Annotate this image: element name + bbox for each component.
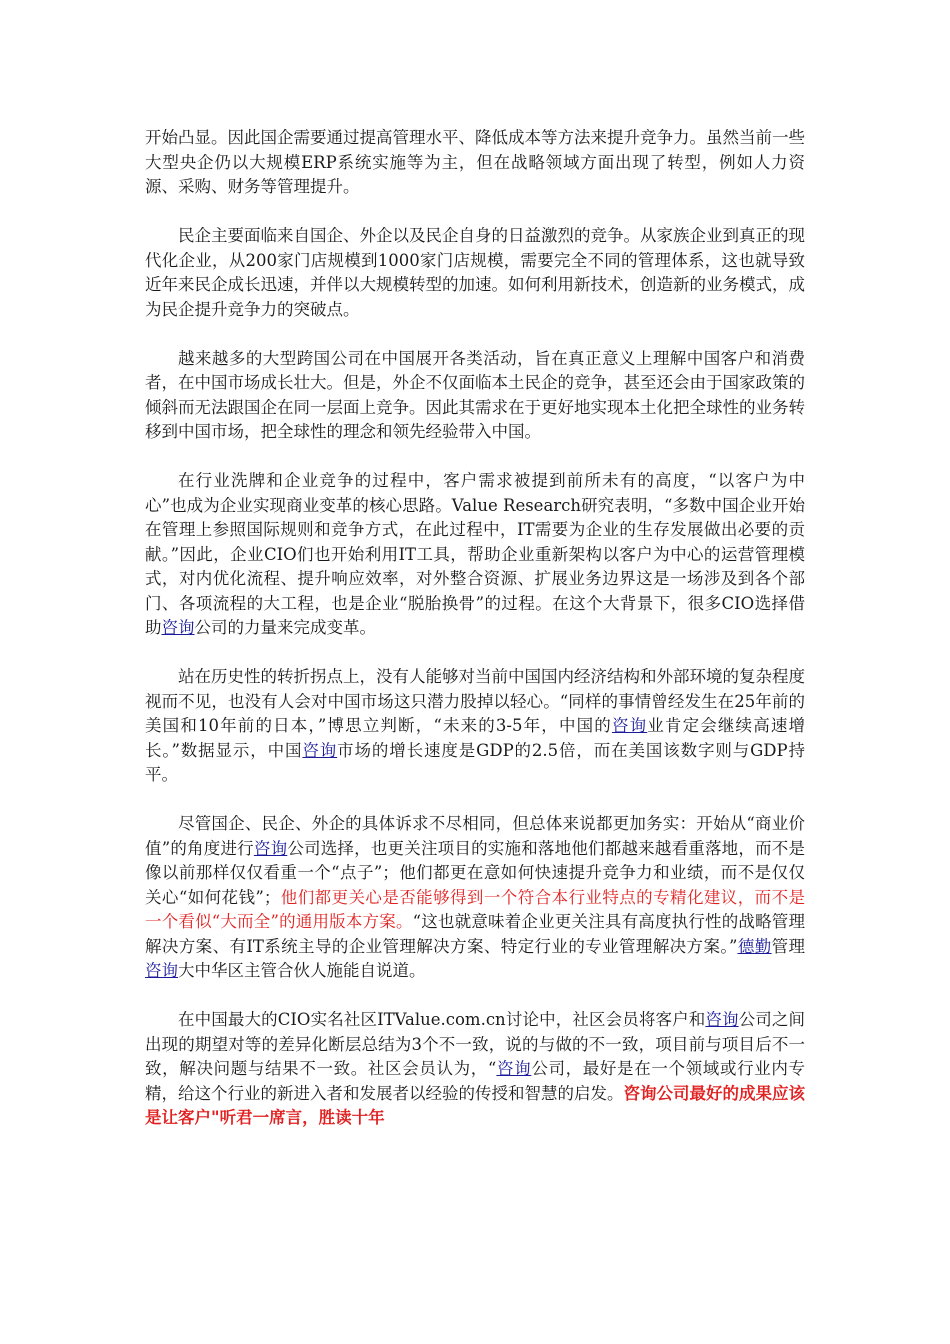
text-run: 公司之间出现的期望对等的差异化断层总结为3个不一致，说的与做的不一致，项目前与项目后不一致，解决问题与结果不一致。社区会员认为，“ [145, 1010, 806, 1078]
text-run: “这也就意味着企业更关注具有高度执行性的战略管理解决方案、有IT系统主导的企业管理解决方案、特定行业的专业管理解决方案。” [145, 912, 805, 956]
highlighted-text: 他们都更关心是否能够得到一个符合本行业特点的专精化建议，而不是一个看似“大而全”的通用版本方案。 [145, 887, 805, 931]
text-run: 业肯定会继续高速增长。”数据显示，中国 [145, 716, 806, 760]
paragraph-4 [145, 469, 805, 641]
text-run: 管理 [771, 936, 806, 956]
paragraph-7 [145, 1008, 805, 1131]
keyword-link[interactable]: 咨询 [161, 618, 195, 637]
text-run: 民企主要面临来自国企、外企以及民企自身的日益激烈的竞争。从家族企业到真正的现代化企业，从200家门店规模到1000家门店规模，需要完全不同的管理体系，这也就导致近年来民企成长迅速，并伴以大规模转型的加速。如何利用新技术，创造新的业务模式，成为民企提升竞争力的突破点。 [145, 226, 805, 319]
paragraph-1 [145, 126, 805, 200]
highlighted-bold-text: 咨询公司最好的成果应该是让客户"听君一席言，胜读十年 [145, 1083, 805, 1127]
text-run: 站在历史性的转折拐点上，没有人能够对当前中国国内经济结构和外部环境的复杂程度视而不见，也没有人会对中国市场这只潜力股掉以轻心。“同样的事情曾经发生在25年前的美国和10年前的日本，”博思立判断，“未来的3-5年，中国的 [145, 667, 805, 735]
text-run: 越来越多的大型跨国公司在中国展开各类活动，旨在真正意义上理解中国客户和消费者，在中国市场成长壮大。但是，外企不仅面临本土民企的竞争，甚至还会由于国家政策的倾斜而无法跟国企在同一层面上竞争。因此其需求在于更好地实现本土化把全球性的业务转移到中国市场，把全球性的理念和领先经验带入中国。 [145, 348, 805, 441]
text-run: 在行业洗牌和企业竞争的过程中，客户需求被提到前所未有的高度，“以客户为中心”也成为企业实现商业变革的核心思路。Value Research研究表明，“多数中国企业开始在管理上参照国际规则和竞争方式，在此过程中，IT需要为企业的生存发展做出必要的贡献。”因此，企业CIO们也开始利用IT工具，帮助企业重新架构以客户为中心的运营管理模式，对内优化流程、提升响应效率，对外整合资源、扩展业务边界这是一场涉及到各个部门、各项流程的大工程，也是企业“脱胎换骨”的过程。在这个大背景下，很多CIO选择借助 [145, 471, 805, 637]
text-run: 在中国最大的CIO实名社区ITValue.com.cn讨论中，社区会员将客户和 [178, 1010, 706, 1029]
paragraph-5 [145, 665, 805, 788]
paragraph-6 [145, 812, 805, 984]
keyword-link[interactable]: 德勤 [737, 936, 772, 956]
text-run: 公司，最好是在一个领域或行业内专精，给这个行业的新进入者和发展者以经验的传授和智慧的启发。 [145, 1059, 806, 1103]
document-body [145, 126, 805, 1131]
keyword-link[interactable]: 咨询 [145, 961, 178, 980]
text-run: 公司选择，也更关注项目的实施和落地他们都越来越看重落地，而不是像以前那样仅仅看重一个“点子”；他们都更在意如何快速提升竞争力和业绩，而不是仅仅关心“如何花钱”； [145, 838, 806, 907]
keyword-link[interactable]: 咨询 [302, 740, 338, 760]
text-run: 市场的增长速度是GDP的2.5倍，而在美国该数字则与GDP持平。 [145, 740, 806, 784]
keyword-link[interactable]: 咨询 [253, 838, 288, 858]
text-run: 公司的力量来完成变革。 [194, 618, 376, 637]
paragraph-3 [145, 347, 805, 445]
paragraph-2 [145, 224, 805, 322]
text-run: 大中华区主管合伙人施能自说道。 [178, 961, 426, 980]
keyword-link[interactable]: 咨询 [705, 1010, 739, 1029]
text-run: 开始凸显。因此国企需要通过提高管理水平、降低成本等方法来提升竞争力。虽然当前一些大型央企仍以大规模ERP系统实施等为主，但在战略领域方面出现了转型，例如人力资源、采购、财务等管理提升。 [145, 128, 805, 196]
text-run: 尽管国企、民企、外企的具体诉求不尽相同，但总体来说都更加务实：开始从“商业价值”的角度进行 [145, 814, 805, 858]
keyword-link[interactable]: 咨询 [611, 716, 648, 735]
keyword-link[interactable]: 咨询 [496, 1059, 532, 1078]
